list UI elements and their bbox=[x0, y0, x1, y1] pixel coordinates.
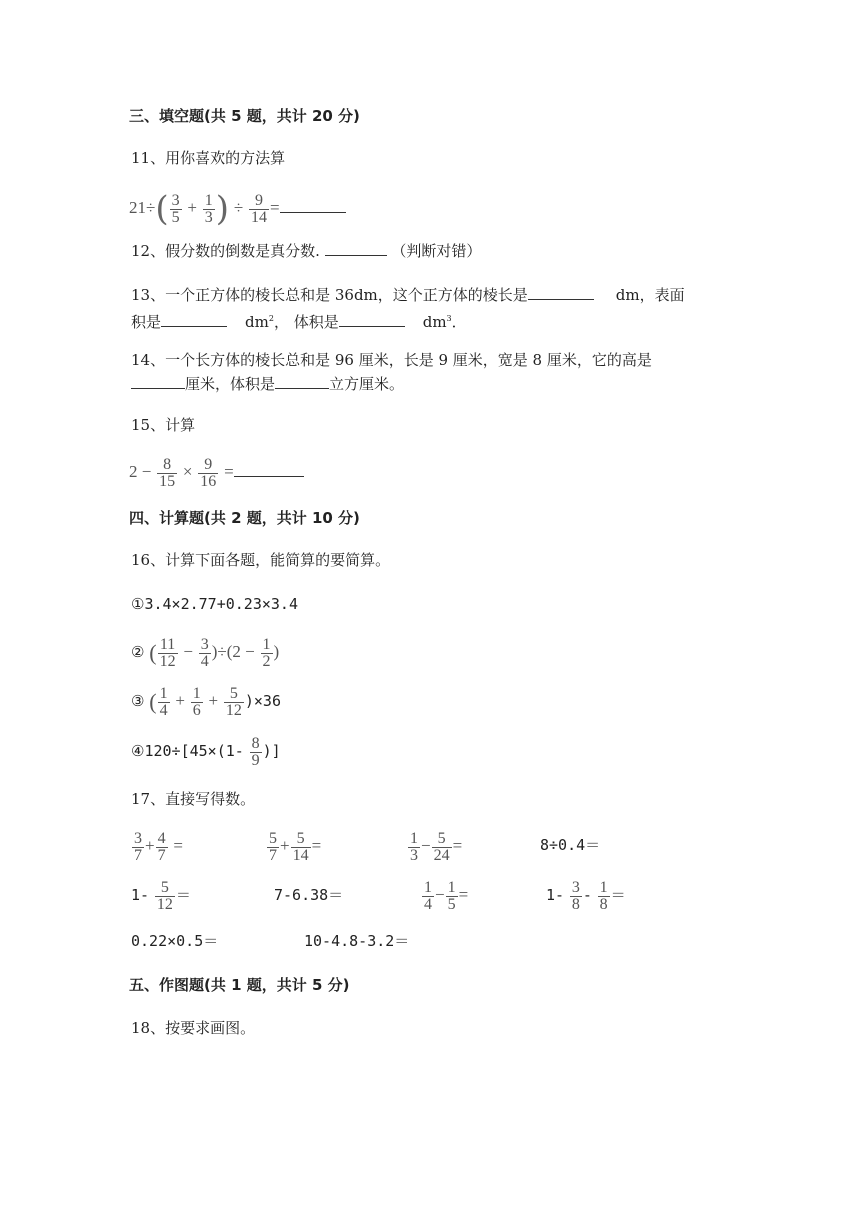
answer-blank[interactable] bbox=[131, 374, 185, 389]
q16-p2-frac-1: $\frac{11}{12}$ bbox=[159, 635, 176, 670]
q13-text-g: ． bbox=[451, 313, 467, 331]
answer-blank[interactable] bbox=[275, 374, 329, 389]
frac: $\frac{1}{5}$ bbox=[447, 878, 456, 913]
q15-title: 15、计算 bbox=[131, 416, 196, 434]
section-5-heading: 五、作图题(共 1 题，共计 5 分) bbox=[129, 976, 350, 994]
q12-line bbox=[131, 241, 481, 261]
q16-p3-frac-2: $\frac{1}{6}$ bbox=[192, 684, 201, 719]
q17-item-10: 10-4.8-3.2＝ bbox=[304, 932, 410, 950]
q16-p4-frac: $\frac{8}{9}$ bbox=[251, 734, 260, 769]
q15-expression bbox=[129, 452, 304, 492]
frac: $\frac{5}{24}$ bbox=[433, 829, 450, 864]
q12-tail: （判断对错） bbox=[391, 242, 482, 260]
paren-right: ) bbox=[215, 189, 230, 229]
q16-part-4 bbox=[131, 731, 281, 771]
q17-title: 17、直接写得数。 bbox=[131, 790, 256, 808]
unit-dm: dm bbox=[422, 313, 447, 331]
q14-line-2 bbox=[131, 374, 404, 394]
eq-sign: = bbox=[311, 836, 322, 855]
q17-i5-a: 1- bbox=[131, 886, 150, 904]
plus-sign: + bbox=[280, 836, 290, 855]
paren-left: ( bbox=[155, 189, 169, 229]
frac: $\frac{1}{8}$ bbox=[599, 878, 608, 913]
circled-3: ③ bbox=[131, 692, 145, 710]
superscript-3: 3 bbox=[446, 314, 452, 323]
unit-dm: dm bbox=[245, 313, 269, 331]
q13-text-c: 积是 bbox=[131, 313, 162, 331]
paren-right: ) bbox=[273, 642, 280, 661]
q16-p2-mid: )÷(2 − bbox=[211, 642, 255, 661]
minus-sign: − bbox=[183, 642, 193, 661]
answer-blank[interactable] bbox=[339, 312, 405, 327]
q11-title: 11、用你喜欢的方法算 bbox=[131, 149, 286, 167]
frac: $\frac{3}{7}$ bbox=[134, 829, 142, 864]
q14-text-c: 立方厘米。 bbox=[329, 375, 405, 393]
q17-item-5 bbox=[131, 875, 191, 915]
q17-item-4: 8÷0.4＝ bbox=[540, 836, 601, 854]
answer-blank[interactable] bbox=[325, 241, 387, 256]
frac: $\frac{1}{4}$ bbox=[424, 878, 432, 913]
q11-frac-3: $\frac{9}{14}$ bbox=[250, 191, 267, 226]
q11-frac-1: $\frac{3}{5}$ bbox=[171, 191, 180, 226]
minus-sign: − bbox=[421, 836, 431, 855]
minus-sign: - bbox=[582, 886, 592, 904]
answer-blank[interactable] bbox=[161, 312, 227, 327]
q16-p4-b: )] bbox=[262, 742, 281, 760]
q17-item-1 bbox=[131, 826, 183, 866]
section-4-heading: 四、计算题(共 2 题，共计 10 分) bbox=[129, 509, 360, 527]
plus-sign: + bbox=[145, 836, 155, 855]
q18-title: 18、按要求画图。 bbox=[131, 1019, 256, 1037]
eq-sign: = bbox=[458, 885, 469, 904]
q13-text-b: dm，表面 bbox=[615, 286, 685, 304]
eq-sign: = bbox=[269, 198, 280, 217]
eq-sign: ＝ bbox=[610, 886, 626, 904]
q17-item-6: 7-6.38＝ bbox=[274, 886, 344, 904]
q16-p3-tail: )×36 bbox=[244, 692, 281, 710]
q11-frac-2: $\frac{1}{3}$ bbox=[204, 191, 213, 226]
frac: $\frac{5}{14}$ bbox=[292, 829, 309, 864]
eq-sign: ＝ bbox=[175, 886, 191, 904]
q17-i8-a: 1- bbox=[546, 886, 565, 904]
q13-line-2 bbox=[131, 309, 467, 332]
q17-item-7 bbox=[421, 875, 468, 915]
q16-part-3 bbox=[131, 681, 281, 722]
q11-a: 21÷ bbox=[129, 198, 156, 217]
q12-text: 12、假分数的倒数是真分数. bbox=[131, 242, 320, 260]
q17-item-3 bbox=[407, 826, 462, 866]
q17-item-9: 0.22×0.5＝ bbox=[131, 932, 219, 950]
q11-expression bbox=[129, 188, 346, 228]
div-sign: ÷ bbox=[233, 198, 244, 217]
frac: $\frac{4}{7}$ bbox=[157, 829, 166, 864]
minus-sign: − bbox=[435, 885, 445, 904]
q16-p3-frac-3: $\frac{5}{12}$ bbox=[225, 684, 242, 719]
circled-2: ② bbox=[131, 643, 145, 661]
q13-line-1 bbox=[131, 285, 685, 305]
answer-blank[interactable] bbox=[280, 198, 346, 213]
eq-sign: = bbox=[224, 462, 234, 481]
answer-blank[interactable] bbox=[234, 462, 304, 477]
q13-text-e: ， 体积是 bbox=[273, 313, 339, 331]
q16-part-2 bbox=[131, 632, 279, 673]
q16-part-1: ①3.4×2.77+0.23×3.4 bbox=[131, 595, 298, 613]
frac: $\frac{1}{3}$ bbox=[410, 829, 418, 864]
q17-item-2 bbox=[266, 826, 321, 866]
q16-p2-frac-2: $\frac{3}{4}$ bbox=[200, 635, 209, 670]
q13-text-a: 13、一个正方体的棱长总和是 36dm，这个正方体的棱长是 bbox=[131, 286, 528, 304]
q16-title: 16、计算下面各题，能简算的要简算。 bbox=[131, 551, 391, 569]
section-3-heading: 三、填空题(共 5 题，共计 20 分) bbox=[129, 107, 360, 125]
q15-frac-1: $\frac{8}{15}$ bbox=[159, 455, 176, 490]
q16-p4-a: ④120÷[45×(1- bbox=[131, 742, 244, 760]
q15-a: 2 − bbox=[129, 462, 152, 481]
frac: $\frac{5}{7}$ bbox=[269, 829, 277, 864]
paren-left: ( bbox=[149, 640, 157, 665]
plus-sign: + bbox=[187, 198, 197, 217]
paren-left: ( bbox=[149, 689, 157, 714]
superscript-2: 2 bbox=[268, 314, 274, 323]
times-sign: × bbox=[182, 462, 193, 481]
plus-sign: + bbox=[175, 691, 185, 710]
eq-sign: = bbox=[452, 836, 463, 855]
plus-sign: + bbox=[208, 691, 219, 710]
q16-p3-frac-1: $\frac{1}{4}$ bbox=[159, 684, 168, 719]
answer-blank[interactable] bbox=[528, 285, 594, 300]
frac: $\frac{3}{8}$ bbox=[571, 878, 580, 913]
q14-line-1: 14、一个长方体的棱长总和是 96 厘米，长是 9 厘米，宽是 8 厘米，它的高是 bbox=[131, 351, 652, 369]
q14-text-b: 厘米，体积是 bbox=[185, 375, 276, 393]
eq-sign: = bbox=[173, 836, 183, 855]
q17-item-8 bbox=[546, 875, 626, 915]
q15-frac-2: $\frac{9}{16}$ bbox=[200, 455, 217, 490]
q16-p2-frac-3: $\frac{1}{2}$ bbox=[262, 635, 271, 670]
frac: $\frac{5}{12}$ bbox=[156, 878, 173, 913]
